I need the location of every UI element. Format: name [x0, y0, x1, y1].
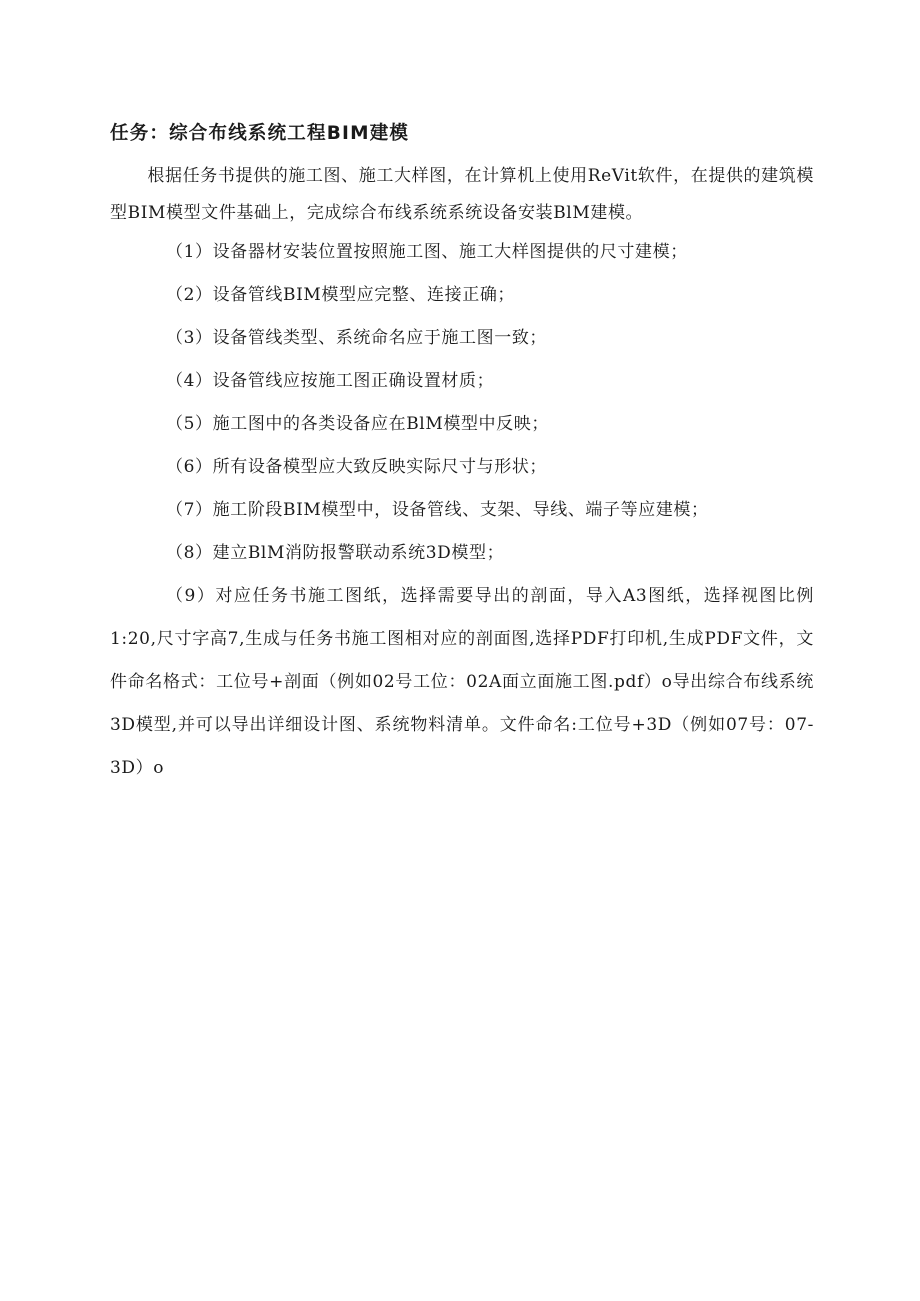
- requirement-item-5: （5）施工图中的各类设备应在BlM模型中反映；: [166, 414, 549, 434]
- requirement-item-9: （9）对应任务书施工图纸，选择需要导出的剖面，导入A3图纸，选择视图比例1:20,尺寸字高7,生成与任务书施工图相对应的剖面图,选择PDF打印机,生成PDF文件，文件命名格式：工位号+剖面（例如02号工位：02A面立面施工图.pdf）o导出综合布线系统3D模型,并可以导出详细设计图、系统物料清单。文件命名:工位号+3D（例如07号：07-3D）o: [110, 586, 814, 778]
- requirement-item-3: （3）设备管线类型、系统命名应于施工图一致；: [166, 328, 548, 348]
- requirement-item-4: （4）设备管线应按施工图正确设置材质；: [166, 371, 495, 391]
- requirement-item-2: （2）设备管线BIM模型应完整、连接正确；: [166, 285, 516, 305]
- requirement-item-7: （7）施工阶段BIM模型中，设备管线、支架、导线、端子等应建模；: [166, 500, 709, 520]
- task-title: 任务：综合布线系统工程BIM建模: [110, 123, 410, 144]
- document-body: [110, 118, 814, 790]
- requirement-item-8: （8）建立BlM消防报警联动系统3D模型；: [166, 543, 505, 563]
- requirement-item-1: （1）设备器材安装位置按照施工图、施工大样图提供的尺寸建模；: [166, 242, 688, 262]
- requirement-item-6: （6）所有设备模型应大致反映实际尺寸与形状；: [166, 457, 548, 477]
- intro-paragraph: 根据任务书提供的施工图、施工大样图，在计算机上使用ReVit软件，在提供的建筑模型BIM模型文件基础上，完成综合布线系统系统设备安装BlM建模。: [110, 166, 814, 223]
